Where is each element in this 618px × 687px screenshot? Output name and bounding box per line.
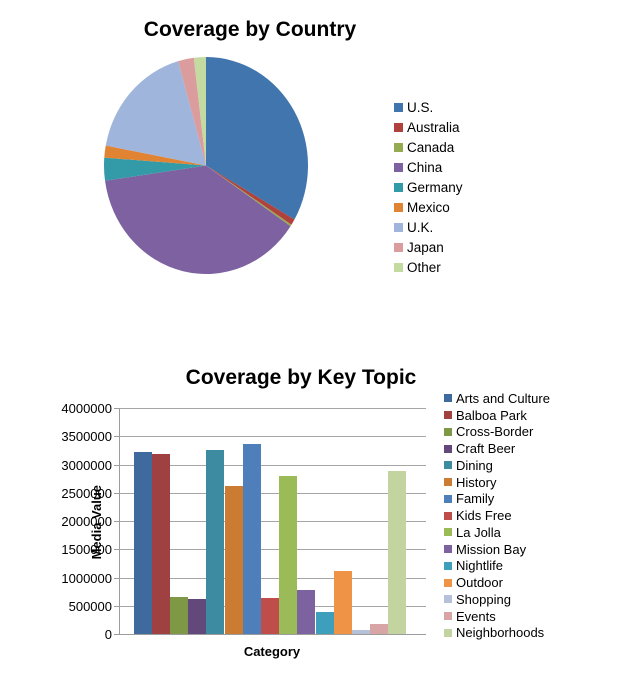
legend-item	[444, 507, 550, 524]
legend-item	[444, 440, 550, 457]
legend-swatch-icon	[444, 612, 452, 620]
bar-chart-legend	[444, 390, 550, 641]
legend-label: Germany	[407, 179, 463, 195]
legend-item	[444, 625, 550, 642]
pie-chart-legend	[394, 97, 463, 277]
legend-label: Balboa Park	[456, 407, 527, 423]
legend-item	[444, 558, 550, 575]
gridline	[120, 436, 426, 437]
legend-label: China	[407, 159, 443, 175]
y-axis-tick-label: 1500000	[61, 542, 112, 558]
y-axis-tick-label: 4000000	[61, 401, 112, 416]
legend-swatch-icon	[444, 478, 452, 486]
bar-balboa-park	[152, 454, 170, 634]
legend-swatch-icon	[394, 143, 403, 152]
pie-svg	[104, 57, 308, 274]
legend-swatch-icon	[444, 394, 452, 402]
legend-swatch-icon	[444, 545, 452, 553]
legend-label: Australia	[407, 119, 460, 135]
legend-label: U.K.	[407, 219, 434, 235]
legend-swatch-icon	[444, 595, 452, 603]
legend-label: Neighborhoods	[456, 625, 545, 641]
bar-mission-bay	[297, 590, 315, 634]
legend-label: Kids Free	[456, 508, 512, 524]
legend-label: Nightlife	[456, 558, 503, 574]
legend-item	[394, 217, 463, 237]
legend-swatch-icon	[394, 243, 403, 252]
legend-label: Japan	[407, 239, 444, 255]
legend-item	[444, 491, 550, 508]
legend-label: Mission Bay	[456, 541, 527, 557]
legend-swatch-icon	[444, 495, 452, 503]
legend-swatch-icon	[394, 223, 403, 232]
legend-item	[394, 97, 463, 117]
legend-label: Events	[456, 608, 496, 624]
legend-item	[444, 424, 550, 441]
bar-family	[243, 444, 261, 634]
legend-item	[444, 390, 550, 407]
bar-history	[225, 486, 243, 634]
legend-swatch-icon	[444, 411, 452, 419]
legend-swatch-icon	[394, 183, 403, 192]
legend-swatch-icon	[394, 163, 403, 172]
legend-label: U.S.	[407, 99, 434, 115]
bar-chart-title: Coverage by Key Topic	[185, 366, 417, 389]
legend-label: Other	[407, 259, 441, 275]
legend-item	[444, 608, 550, 625]
y-axis-tick-label: 0	[104, 627, 112, 642]
legend-item	[394, 197, 463, 217]
legend-swatch-icon	[444, 528, 452, 536]
legend-item	[444, 474, 550, 491]
bar-dining	[206, 450, 224, 634]
legend-swatch-icon	[444, 512, 452, 520]
legend-item	[394, 257, 463, 277]
legend-item	[394, 177, 463, 197]
bar-events	[370, 624, 388, 634]
y-axis-tick-label: 500000	[68, 598, 112, 614]
y-axis-tick-label: 2500000	[61, 485, 112, 501]
bar-arts-and-culture	[134, 452, 152, 634]
y-axis-tick-label: 3500000	[61, 429, 112, 445]
bar-outdoor	[334, 571, 352, 634]
gridline	[120, 408, 426, 409]
legend-swatch-icon	[394, 203, 403, 212]
legend-label: Arts and Culture	[456, 390, 550, 406]
y-axis-tick-label: 3000000	[61, 457, 112, 473]
x-axis-title: Category	[243, 644, 301, 659]
legend-swatch-icon	[444, 461, 452, 469]
legend-item	[444, 591, 550, 608]
legend-item	[444, 524, 550, 541]
bar-neighborhoods	[388, 471, 406, 634]
legend-label: Family	[456, 491, 495, 507]
legend-label: Canada	[407, 139, 455, 155]
y-axis-tick-label: 1000000	[61, 570, 112, 586]
legend-swatch-icon	[444, 562, 452, 570]
legend-swatch-icon	[394, 123, 403, 132]
legend-item	[444, 457, 550, 474]
legend-label: Dining	[456, 457, 493, 473]
legend-swatch-icon	[444, 428, 452, 436]
legend-label: History	[456, 474, 497, 490]
bar-cross-border	[170, 597, 188, 634]
legend-label: Mexico	[407, 199, 450, 215]
bar-la-jolla	[279, 476, 297, 634]
legend-swatch-icon	[394, 103, 403, 112]
legend-swatch-icon	[394, 263, 403, 272]
pie-chart-title: Coverage by Country	[143, 18, 357, 41]
legend-swatch-icon	[444, 579, 452, 587]
bar-craft-beer	[188, 599, 206, 634]
legend-item	[394, 237, 463, 257]
legend-item	[444, 407, 550, 424]
bar-shopping	[352, 630, 370, 634]
bar-plot-area	[119, 408, 426, 635]
legend-item	[394, 137, 463, 157]
bar-kids-free	[261, 598, 279, 634]
legend-item	[444, 574, 550, 591]
legend-item	[444, 541, 550, 558]
legend-item	[394, 157, 463, 177]
legend-item	[394, 117, 463, 137]
legend-swatch-icon	[444, 629, 452, 637]
legend-label: La Jolla	[456, 524, 501, 540]
legend-label: Craft Beer	[456, 441, 516, 457]
y-axis-title-text: Media Value	[89, 485, 104, 560]
legend-label: Shopping	[456, 591, 511, 607]
pie-chart	[104, 57, 308, 274]
y-axis-tick-label: 2000000	[61, 514, 112, 529]
bar-nightlife	[316, 612, 334, 634]
legend-swatch-icon	[444, 445, 452, 453]
legend-label: Cross-Border	[456, 424, 534, 440]
legend-label: Outdoor	[456, 575, 503, 591]
